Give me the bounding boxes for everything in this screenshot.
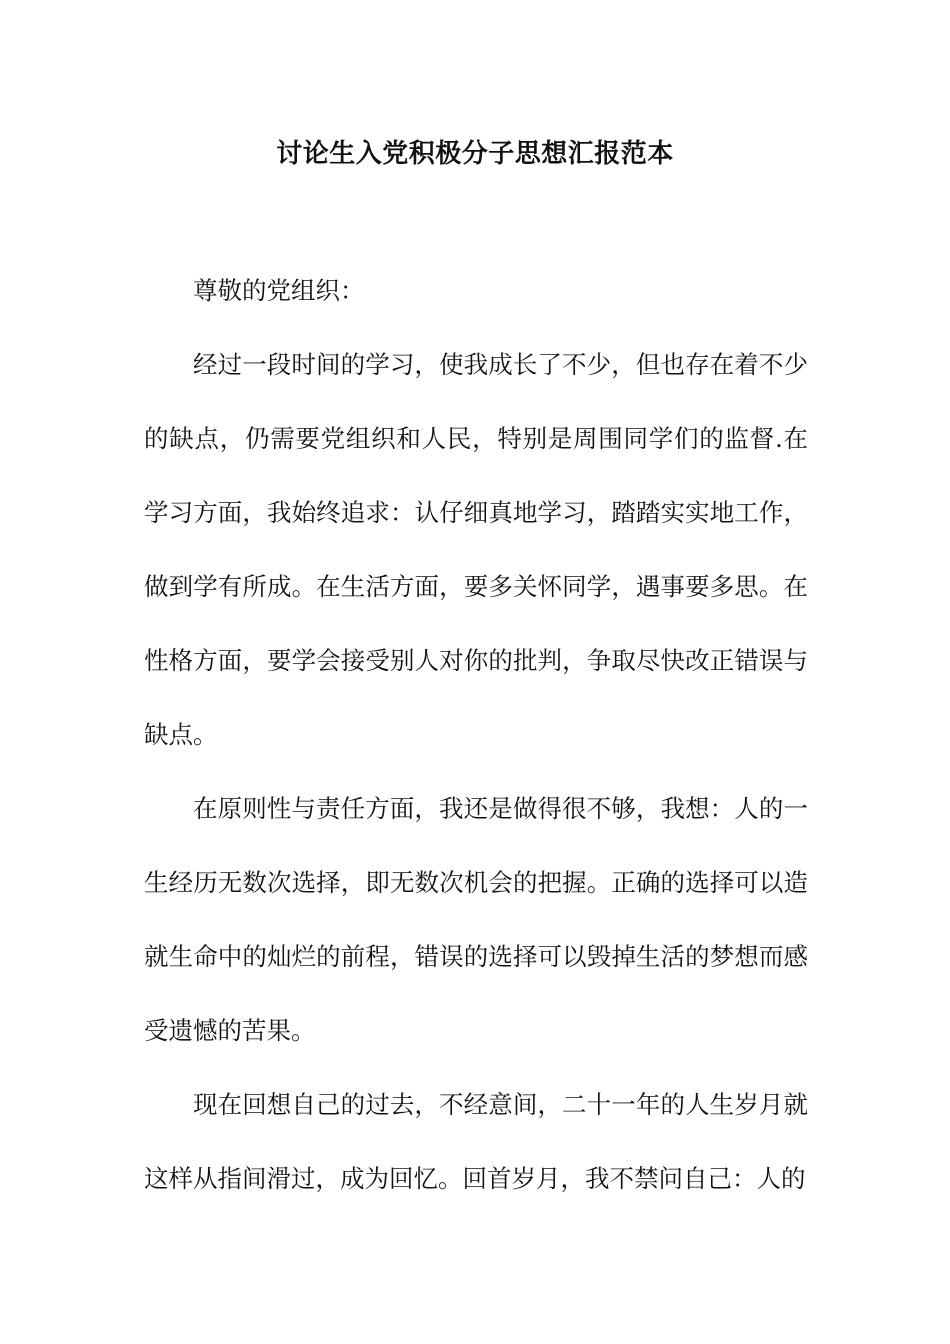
paragraph-3: 现在回想自己的过去，不经意间，二十一年的人生岁月就这样从指间滑过，成为回忆。回首岁月，我不禁问自己：人的 <box>144 1090 808 1193</box>
salutation: 尊敬的党组织： <box>193 276 365 305</box>
document-title: 讨论生入党积极分子思想汇报范本 <box>276 139 674 169</box>
paragraph-1: 经过一段时间的学习，使我成长了不少，但也存在着不少的缺点，仍需要党组织和人民，特别是周围同学们的监督.在学习方面，我始终追求：认仔细真地学习，踏踏实实地工作，做到学有所成。在生活方面，要多关怀同学，遇事要多思。在性格方面，要学会接受别人对你的批判，争取尽快改正错误与缺点。 <box>144 350 808 749</box>
document-body <box>144 254 808 1216</box>
paragraph-2: 在原则性与责任方面，我还是做得很不够，我想：人的一生经历无数次选择，即无数次机会的把握。正确的选择可以造就生命中的灿烂的前程，错误的选择可以毁掉生活的梦想而感受遗憾的苦果。 <box>144 794 808 1045</box>
